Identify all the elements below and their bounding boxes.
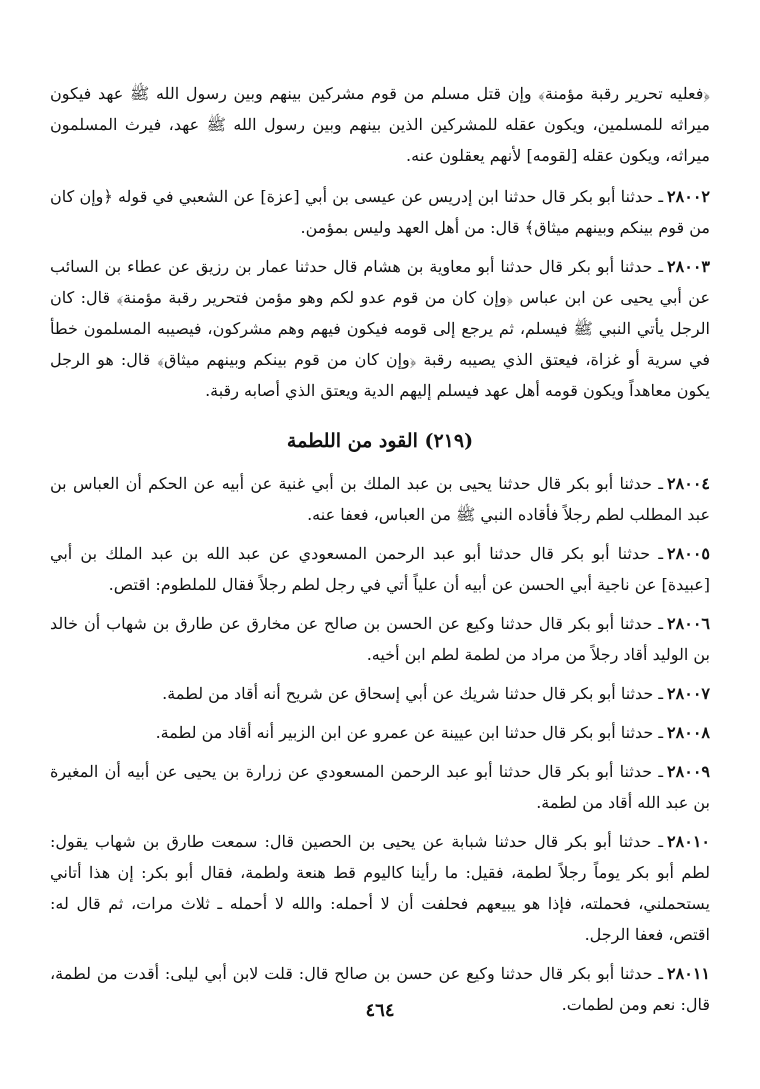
entry-text: ـ حدثنا أبو بكر قال حدثنا أبو عبد الرحمن المسعودي عن عبد الله بن عبد الملك بن أبي [عبيدة] عن ناجية أبي الحسن عن أبيه أن علياً أتي في رجل لطم رجلاً فقال للملطوم: اقتص. <box>50 544 710 594</box>
entry-number: ٢٨٠٠٧ <box>667 684 710 703</box>
entry-number: ٢٨٠١١ <box>667 964 710 983</box>
entry-number: ٢٨٠٠٨ <box>667 723 710 742</box>
entry-28009 <box>50 756 710 818</box>
entry-28010 <box>50 826 710 950</box>
entry-28008 <box>50 717 710 748</box>
entry-number: ٢٨٠٠٦ <box>667 614 710 633</box>
page-body <box>50 78 710 1028</box>
entry-text: ـ حدثنا أبو بكر قال حدثنا يحيى بن عبد الملك بن أبي غنية عن أبيه عن الحكم أن العباس بن عبد المطلب لطم رجلاً فأقاده النبي ﷺ من العباس، فعفا عنه. <box>50 474 710 524</box>
continuation-paragraph: ﴿فعليه تحرير رقبة مؤمنة﴾ وإن قتل مسلم من قوم مشركين بينهم وبين رسول الله ﷺ عهد فيكون ميراثه للمسلمين، ويكون عقله للمشركين الذين بينهم وبين رسول الله ﷺ عهد، فيرث المسلمون ميراثه، ويكون عقله [لقومه] لأنهم يعقلون عنه. <box>50 84 710 165</box>
entry-text: ـ حدثنا أبو بكر قال حدثنا وكيع عن الحسن بن صالح عن مخارق عن طارق بن شهاب أن خالد بن الوليد أقاد رجلاً من مراد من لطمة لطم ابن أخيه. <box>50 614 710 664</box>
entry-text: ـ حدثنا أبو بكر قال حدثنا ابن إدريس عن عيسى بن أبي [عزة] عن الشعبي في قوله ﴿وإن كان من قوم بينكم وبينهم ميثاق﴾ قال: من أهل العهد وليس بمؤمن. <box>50 187 710 237</box>
page-number: ٤٦٤ <box>365 1000 395 1021</box>
entry-number: ٢٨٠٠٢ <box>667 187 710 206</box>
entry-28003 <box>50 251 710 406</box>
entry-number: ٢٨٠٠٤ <box>667 474 710 493</box>
entry-28005 <box>50 538 710 600</box>
entry-number: ٢٨٠٠٩ <box>667 762 710 781</box>
entry-text: ـ حدثنا أبو بكر قال حدثنا شريك عن أبي إسحاق عن شريح أنه أقاد من لطمة. <box>162 684 664 703</box>
entry-text: ـ حدثنا أبو بكر قال حدثنا أبو معاوية بن هشام قال حدثنا عمار بن رزيق عن عطاء بن السائب عن أبي يحيى عن ابن عباس ﴿وإن كان من قوم عدو لكم وهو مؤمن فتحرير رقبة مؤمنة﴾ قال: كان الرجل يأتي النبي ﷺ فيسلم، ثم يرجع إلى قومه فيكون فيهم وهم مشركون، فيصيبه المسلمون خطأ في سرية أو غزاة، فيعتق الذي يصيبه رقبة ﴿وإن كان من قوم بينكم وبينهم ميثاق﴾ قال: هو الرجل يكون معاهداً ويكون قومه أهل عهد فيسلم إليهم الدية ويعتق الذي أصابه رقبة. <box>50 257 711 400</box>
entry-text: ـ حدثنا أبو بكر قال حدثنا وكيع عن حسن بن صالح قال: قلت لابن أبي ليلى: أقدت من لطمة، قال: نعم ومن لطمات. <box>50 964 710 1014</box>
entry-28007 <box>50 678 710 709</box>
entry-28002 <box>50 181 710 243</box>
entry-number: ٢٨٠٠٣ <box>667 257 710 276</box>
entry-28006 <box>50 608 710 670</box>
entry-text: ـ حدثنا أبو بكر قال حدثنا ابن عيينة عن عمرو عن ابن الزبير أنه أقاد من لطمة. <box>155 723 664 742</box>
entry-text: ـ حدثنا أبو بكر قال حدثنا أبو عبد الرحمن المسعودي عن زرارة بن يحيى عن أبيه أن المغيرة بن عبد الله أقاد من لطمة. <box>50 762 710 812</box>
entry-number: ٢٨٠١٠ <box>667 832 710 851</box>
section-heading: (٢١٩) القود من اللطمة <box>286 430 474 452</box>
entry-28004 <box>50 468 710 530</box>
entry-number: ٢٨٠٠٥ <box>667 544 710 563</box>
entry-text: ـ حدثنا أبو بكر قال حدثنا شبابة عن يحيى بن الحصين قال: سمعت طارق بن شهاب يقول: لطم أبو بكر يوماً رجلاً لطمة، فقيل: ما رأينا كاليوم قط هنعة ولطمة، فقال أبو بكر: إن هذا أتاني يستحملني، فحملته، فإذا هو يبيعهم فحلفت أن لا أحمله: والله لا أحمله ـ ثلاث مرات، ثم قال له: اقتص، فعفا الرجل. <box>50 832 710 944</box>
